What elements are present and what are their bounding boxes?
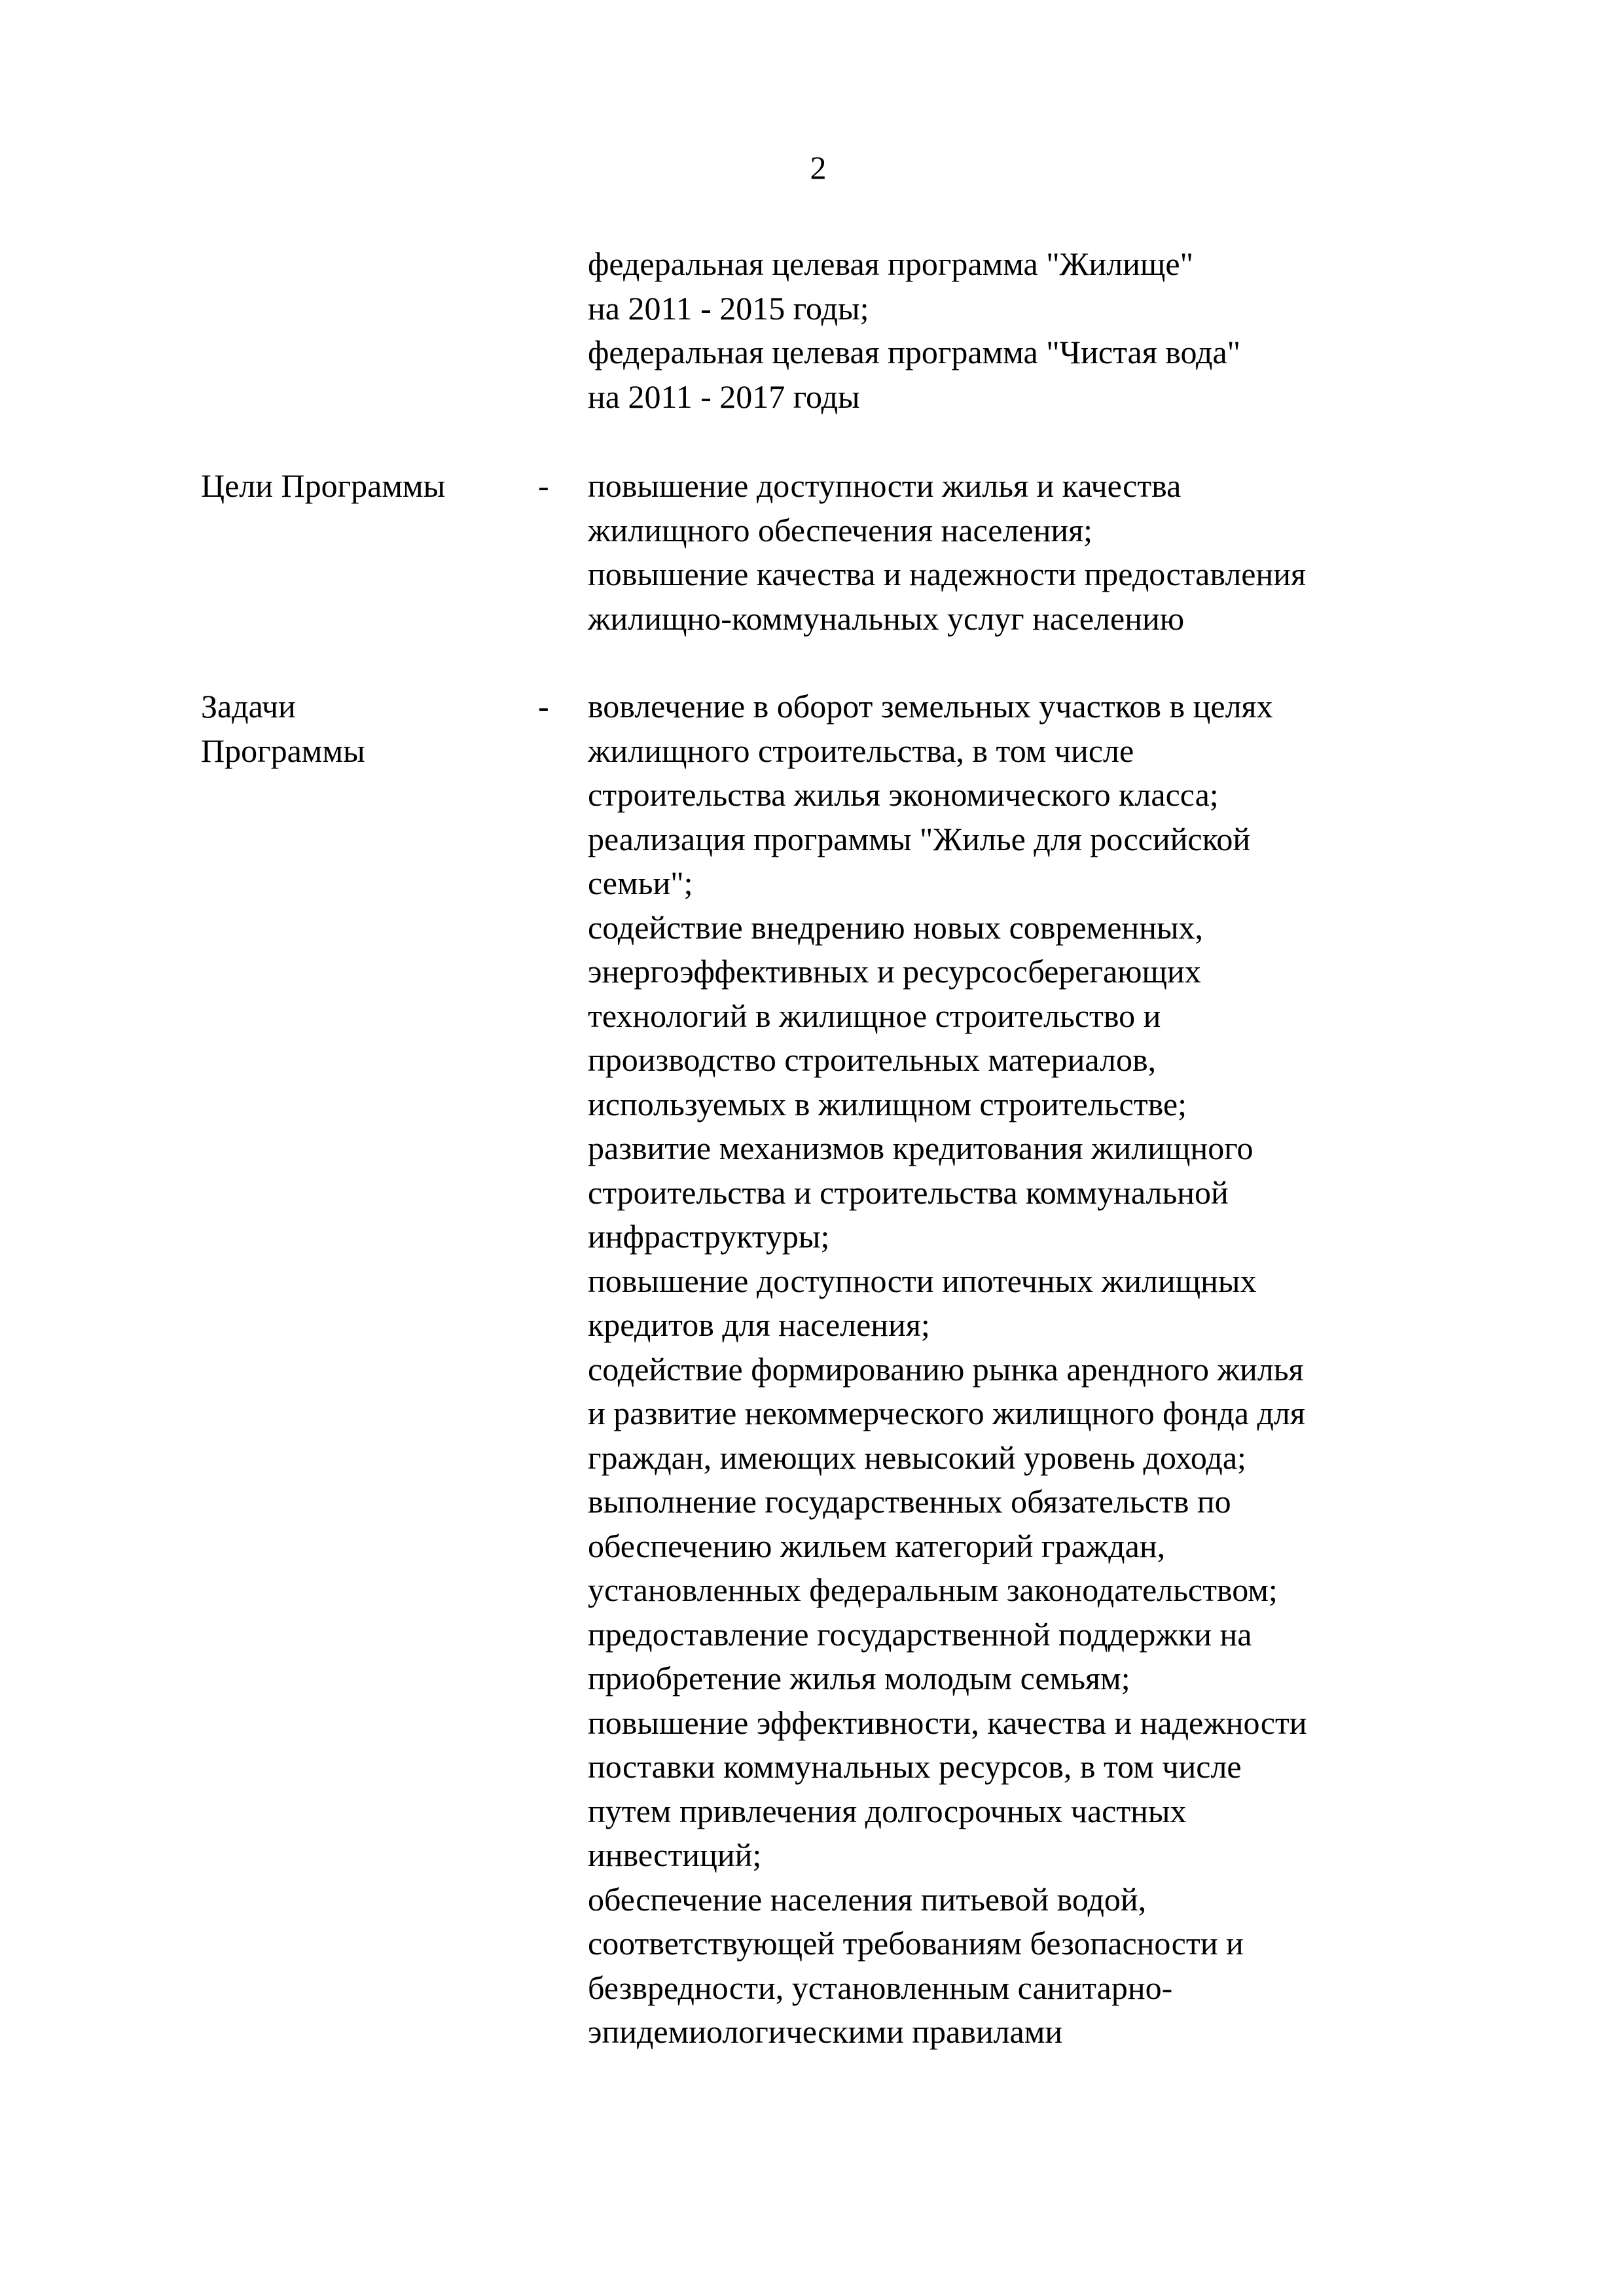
goals-line: жилищного обеспечения населения;	[588, 511, 1092, 548]
tasks-line: производство строительных материалов,	[588, 1041, 1157, 1078]
tasks-line: граждан, имеющих невысокий уровень дохода;	[588, 1439, 1246, 1476]
tasks-line: повышение эффективности, качества и надежности	[588, 1704, 1307, 1741]
tasks-line: инвестиций;	[588, 1837, 762, 1873]
tasks-line: повышение доступности ипотечных жилищных	[588, 1262, 1257, 1299]
tasks-line: поставки коммунальных ресурсов, в том числе	[588, 1748, 1242, 1785]
tasks-line: жилищного строительства, в том числе	[588, 732, 1134, 769]
tasks-content	[588, 685, 1439, 2054]
tasks-line: соответствующей требованиям безопасности и	[588, 1925, 1244, 1962]
goals-label	[201, 464, 445, 509]
tasks-line: приобретение жилья молодым семьям;	[588, 1660, 1130, 1696]
tasks-line: содействие формированию рынка арендного жилья	[588, 1350, 1304, 1388]
tasks-line: используемых в жилищном строительстве;	[588, 1085, 1187, 1122]
goals-content	[588, 464, 1439, 641]
tasks-dash: -	[538, 688, 549, 725]
intro-line: федеральная целевая программа "Жилище"	[588, 245, 1193, 282]
tasks-line: безвредности, установленным санитарно-	[588, 1969, 1173, 2006]
tasks-label-line: Задачи	[201, 688, 296, 725]
tasks-line: строительства жилья экономического класса;	[588, 776, 1219, 813]
tasks-line: эпидемиологическими правилами	[588, 2013, 1063, 2050]
goals-line: повышение доступности жилья и качества	[588, 467, 1182, 504]
tasks-line: выполнение государственных обязательств по	[588, 1483, 1231, 1520]
tasks-line: строительства и строительства коммунальной	[588, 1174, 1229, 1211]
page-number: 2	[810, 149, 827, 186]
intro-line: на 2011 - 2017 годы	[588, 378, 860, 415]
tasks-line: реализация программы "Жилье для российской	[588, 820, 1251, 857]
intro-line: федеральная целевая программа "Чистая вода"	[588, 334, 1241, 370]
goals-dash: -	[538, 467, 549, 504]
intro-line: на 2011 - 2015 годы;	[588, 289, 869, 327]
tasks-line: обеспечение населения питьевой водой,	[588, 1880, 1147, 1918]
goals-label-line: Цели Программы	[201, 467, 446, 504]
tasks-line: вовлечение в оборот земельных участков в целях	[588, 688, 1273, 725]
tasks-label	[201, 685, 365, 773]
tasks-line: содействие внедрению новых современных,	[588, 908, 1204, 946]
tasks-label-line: Программы	[201, 732, 365, 769]
tasks-line: обеспечению жильем категорий граждан,	[588, 1527, 1166, 1564]
tasks-line: развитие механизмов кредитования жилищного	[588, 1130, 1254, 1166]
tasks-line: кредитов для населения;	[588, 1306, 930, 1343]
goals-line: жилищно-коммунальных услуг населению	[588, 600, 1185, 637]
tasks-line: технологий в жилищное строительство и	[588, 997, 1161, 1034]
tasks-line: энергоэффективных и ресурсосберегающих	[588, 953, 1201, 990]
goals-line: повышение качества и надежности предоставления	[588, 556, 1306, 592]
tasks-line: путем привлечения долгосрочных частных	[588, 1792, 1187, 1829]
tasks-line: и развитие некоммерческого жилищного фонда для	[588, 1395, 1305, 1431]
tasks-line: инфраструктуры;	[588, 1218, 830, 1255]
intro-content	[588, 242, 1439, 419]
tasks-line: установленных федеральным законодательством;	[588, 1571, 1278, 1608]
tasks-line: семьи";	[588, 865, 693, 901]
tasks-line: предоставление государственной поддержки на	[588, 1615, 1252, 1653]
